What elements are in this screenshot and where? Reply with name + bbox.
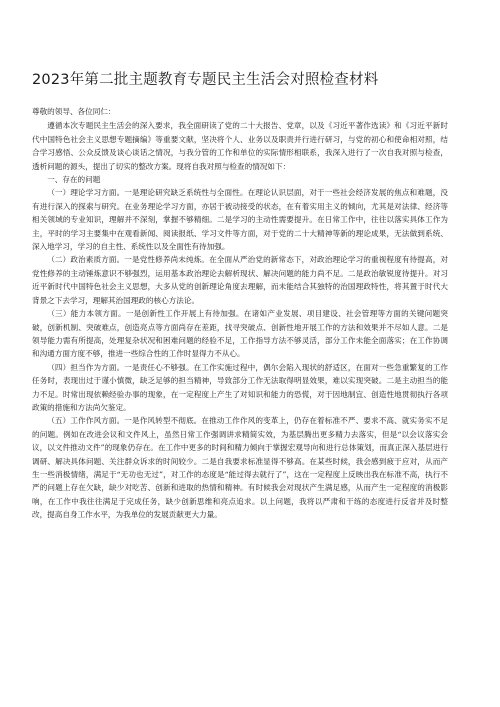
paragraph-work-style: （五）工作作风方面。一是作风转型不彻底。在推动工作作风的变革上，仍存在着标准不严、要求不高、就实务实不足的问题。例如在改进会议和文件风上，虽然日常工作强调讲求精简实效，为基层腾出更多精力去落实，但是“以会议落实会议，以文件推动文件”的现象仍存在。在工作中更多的时间和精力倾向于掌握宏观导向和进行总体策划，而真正深入基层进行调研、解决具体问题、关注群众诉求的时间较少。二是自我要求标准显得不够高。在某些时候，我会感到疲于应对，从而产生一些消极情绪，满足于“无功也无过”，对工作的态度是“能过得去就行了”，这在一定程度上反映出我在标准不高，执行不严的问题上存在欠缺，缺少对吃苦、创新和进取的热情和精神。有时候我会对现状产生满足感，从而产生一定程度的消极影响，在工作中我往往满足于完成任务，缺少创新思维和亮点追求。以上问题，我将以严肃和干练的态度进行反省并及时整改，提高自身工作水平，为我单位的发展贡献更大力量。 — [32, 416, 448, 520]
salutation: 尊敬的领导、各位同仁： — [32, 107, 116, 116]
document-body — [32, 105, 448, 522]
paragraph-theory-study: （一）理论学习方面。一是理论研究缺乏系统性与全面性。在理论认识层面，对于一些社会经济发展的焦点和难题，没有进行深入的探索与研究。在业务理论学习方面，亦居于被动接受的状态，在有着实用主义的倾向，尤其是对法律、经济等相关领域的专业知识，理解并不深刻，掌握不够精细。二是学习的主动性需要提升。在日常工作中，往往以落实具体工作为主，平时的学习主要集中在观看新闻、阅读报纸、学习文件等方面，对于党的二十大精神等新的理论成果，无法做到系统、深入地学习，学习的自主性、系统性以及全面性有待加强。 — [32, 188, 448, 252]
paragraph-capability: （三）能力本领方面。一是创新性工作开展上有待加强。在诸如产业发展、项目建设、社会管理等方面的关键问题突破，创新机制、突破难点，创造亮点等方面尚存在差距，找寻突破点、创新性地开展工作的方法和效果并不尽如人意。二是领导能力需有所提高，处理复杂状况和困难问题的经验不足，工作指导方法不够灵活，部分工作未能全面落实；在工作协调和沟通方面方度不够，推进一些综合性的工作时显得力不从心。 — [32, 309, 448, 359]
document-title: 2023年第二批主题教育专题民主生活会对照检查材料 — [32, 72, 379, 88]
paragraph-responsibility: （四）担当作为方面。一是责任心不够强。在工作实施过程中，偶尔会陷入现状的舒适区，在面对一些急重繁复的工作任务时，表现出过于谨小慎微，缺乏足够的担当精神，导致部分工作无法取得明显效果，难以实现突破。二是主动担当的能力不足。时常出现依赖经验办事的现象，在一定程度上产生了对知识和能力的恐慌，对于因地制宜、创造性地贯彻执行各项政策的措施和方法尚欠鉴定。 — [32, 362, 448, 412]
paragraph-intro: 遵循本次专题民主生活会的深入要求，我全面研读了党的二十大报告、党章，以及《习近平著作选读》和《习近平新时代中国特色社会主义思想专题摘编》等重要文献，坚决将个人、业务以及职责并行进行研习，与党的初心和使命相对照，结合学习感悟、公众反馈及谈心谈话之情况，与我分管的工作和单位的实际情形相联系，我深入进行了一次自我对照与检查，透析问题的源头，提出了切实的整改方案。现将自我对照与检查的情况如下： — [32, 121, 448, 171]
paragraph-political-quality: （二）政治素质方面。一是党性修养尚未纯炼。在全面从严治党的新常态下，对政治理论学习的重视程度有待提高，对党性修养的主动锤炼意识不够强烈，运用基本政治理论去解析现状、解决问题的能力尚不足。二是政治敏锐度待提升。对习近平新时代中国特色社会主义思想，大多从党的创新理论角度去理解，而未能结合其独特的治国理政特性，将其置于时代大背景之下去学习，理解其治国理政的核心方法论。 — [32, 255, 448, 305]
section-heading: 一、存在的问题 — [47, 175, 101, 185]
